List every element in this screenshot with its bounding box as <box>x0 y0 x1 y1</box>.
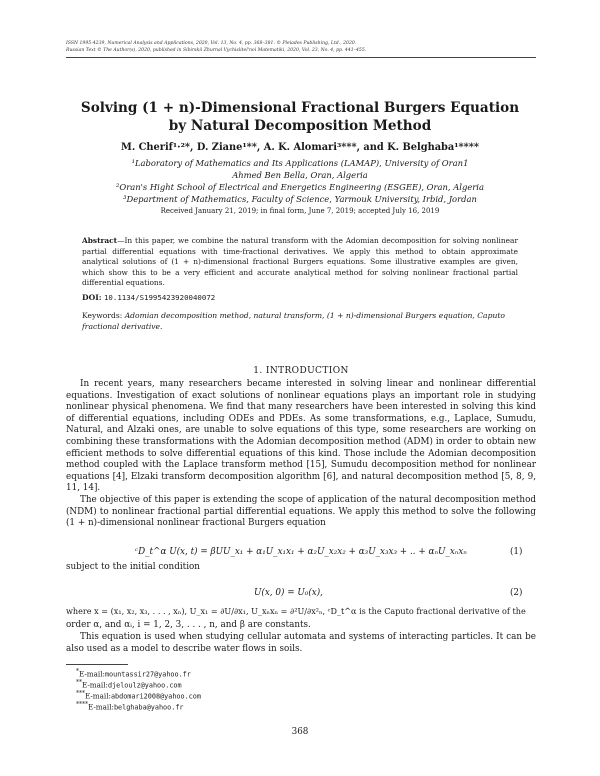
footnote-mark: *** <box>76 690 85 697</box>
page-number: 368 <box>291 727 309 737</box>
doi <box>82 293 215 302</box>
author-list: M. Cherif¹·²*, D. Ziane¹**, A. K. Alomari³***, and K. Belghaba¹**** <box>120 142 480 153</box>
intro-paragraph-2: The objective of this paper is extending the scope of application of the natural decomposition method (NDM) to nonlinear fractional partial differential equations. We apply this method to solve the following (1 + n)-dimensional nonlinear fractional Burgers equation <box>66 495 536 529</box>
journal-header-line-2: Russian Text © The Author(s), 2020, published in Sibirskii Zhurnal Vychislitel'noi Matematiki, 2020, Vol. 23, No. 4, pp. 441–455. <box>66 48 367 53</box>
initial-condition-intro: subject to the initial condition <box>66 562 200 572</box>
affiliation-1: ¹Laboratory of Mathematics and Its Applications (LAMAP), University of Oran1 <box>131 158 469 168</box>
equation-1-number: (1) <box>510 547 523 557</box>
affiliation-3: ³Department of Mathematics, Faculty of Science, Yarmouk University, Irbid, Jordan <box>123 194 477 204</box>
footnote-label: E-mail: <box>85 691 111 701</box>
keywords <box>82 311 518 332</box>
footnote-email-link[interactable]: belghaba@yahoo.fr <box>113 703 184 712</box>
footnote-4 <box>76 701 184 712</box>
abstract-label: Abstract <box>82 236 118 245</box>
header-rule <box>66 57 536 58</box>
paper-title-line-1: Solving (1 + n)-Dimensional Fractional Burgers Equation <box>80 100 520 116</box>
footnote-label: E-mail: <box>82 680 108 690</box>
footnote-email-link[interactable]: abdomari2008@yahoo.com <box>110 692 201 701</box>
section-heading-introduction: 1. INTRODUCTION <box>253 366 349 376</box>
keywords-label: Keywords: <box>82 311 123 320</box>
affiliation-2: ²Oran's Hight School of Electrical and Energetics Engineering (ESGEE), Oran, Algeria <box>116 182 484 192</box>
equation-2: U(x, 0) = U₀(x), <box>254 588 323 598</box>
equation-1: ᶜD_t^α U(x, t) = βUU_x₁ + α₁U_x₁x₁ + α₂U_x₂x₂ + α₃U_x₃x₃ + .. + αₙU_xₙxₙ <box>135 547 467 557</box>
received-dates: Received January 21, 2019; in final form, June 7, 2019; accepted July 16, 2019 <box>160 207 440 215</box>
footnote-3 <box>76 690 201 701</box>
keywords-text: Adomian decomposition method, natural transform, (1 + n)-dimensional Burgers equation, Caputo fractional derivative. <box>82 311 505 331</box>
footnote-email-link[interactable]: djeloulz@yahoo.com <box>107 681 182 690</box>
where-clause-line-2: order α, and αᵢ, i = 1, 2, 3, . . . , n, and β are constants. <box>66 620 311 630</box>
abstract <box>82 236 518 289</box>
footnote-label: E-mail: <box>88 702 114 712</box>
paper-title-line-2: by Natural Decomposition Method <box>168 118 432 134</box>
where-clause-line-1: where x = (x₁, x₂, x₃, . . . , xₙ), U_x₁ = ∂U/∂x₁, U_xₙxₙ = ∂²U/∂x²ₙ, ᶜD_t^α is the Caputo fractional derivative of the <box>66 606 526 616</box>
equation-2-number: (2) <box>510 588 523 598</box>
footnote-2 <box>76 679 182 690</box>
intro-paragraph-1: In recent years, many researchers became interested in solving linear and nonlinear differential equations. Investigation of exact solutions of nonlinear equations plays an important role in studying nonlinear physical phenomena. We find that many researchers have been interested in solving this kind of differential equations, including ODEs and PDEs. As some transformations, e.g., Laplace, Sumudu, Natural, and Alzaki ones, are unable to solve equations of this type, some researchers are working on combining these transformations with the Adomian decomposition method (ADM) in order to obtain new efficient methods to solve differential equations of this kind. Those include the Adomian decomposition method coupled with the Laplace transform method [15], Sumudu decomposition method for nonlinear equations [4], Elzaki transform decomposition algorithm [6], and natural decomposition method [5, 8, 9, 11, 14]. <box>66 379 536 494</box>
journal-header-line-1: ISSN 1995-4239, Numerical Analysis and Applications, 2020, Vol. 13, No. 4, pp. 368–381. © Pleiades Publishing, Ltd., 2020. <box>66 41 357 46</box>
footnote-1 <box>76 668 191 679</box>
intro-paragraph-3: This equation is used when studying cellular automata and systems of interacting particles. It can be also used as a model to describe water flows in soils. <box>66 632 536 654</box>
footnote-mark: **** <box>76 701 88 708</box>
abstract-text: —In this paper, we combine the natural transform with the Adomian decomposition for solving nonlinear partial differential equations with time-fractional derivatives. We apply this method to obtain approximate analytical solutions of (1 + n)-dimensional fractional Burgers equations. Some illustrative examples are given, which show this to be a very efficient and accurate analytical method for solving nonlinear fractional partial differential equations. <box>82 236 518 287</box>
footnote-mark: ** <box>76 679 82 686</box>
footnote-rule <box>66 664 128 665</box>
footnote-email-link[interactable]: mountassir27@yahoo.fr <box>104 670 191 679</box>
doi-label: DOI: <box>82 293 102 302</box>
doi-link[interactable]: 10.1134/S1995423920040072 <box>103 293 216 302</box>
footnote-mark: * <box>76 668 79 675</box>
footnote-label: E-mail: <box>79 669 105 679</box>
affiliation-1-cont: Ahmed Ben Bella, Oran, Algeria <box>232 170 368 180</box>
